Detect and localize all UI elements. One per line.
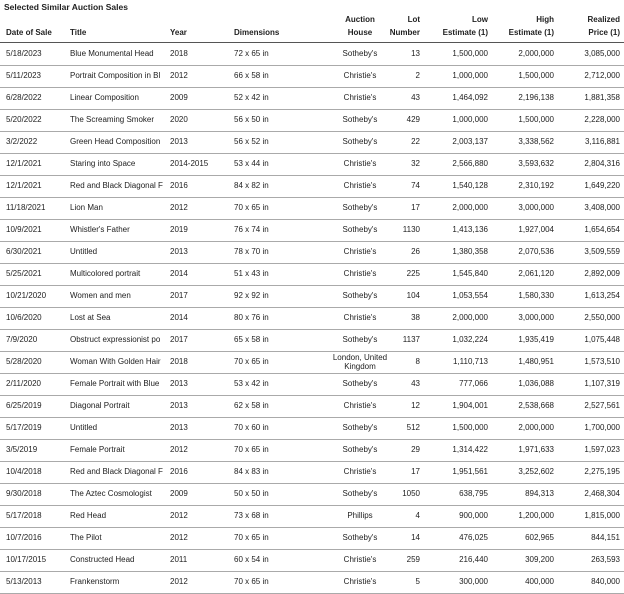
table-row xyxy=(0,417,624,440)
cell-low-estimate: 900,000 xyxy=(459,511,488,520)
cell-auction-house: Sotheby's xyxy=(342,137,378,146)
cell-high-estimate: 1,500,000 xyxy=(518,115,554,124)
cell-realized-price: 2,527,561 xyxy=(584,401,620,410)
cell-year: 2014 xyxy=(170,313,188,322)
cell-high-estimate: 2,196,138 xyxy=(518,93,554,102)
cell-lot-number: 22 xyxy=(411,137,420,146)
cell-lot-number: 1130 xyxy=(402,225,420,234)
table-row xyxy=(0,131,624,154)
table-row xyxy=(0,197,624,220)
cell-auction-house: Sotheby's xyxy=(342,225,378,234)
cell-year: 2013 xyxy=(170,137,188,146)
cell-dimensions: 76 x 74 in xyxy=(234,225,269,234)
cell-high-estimate: 2,310,192 xyxy=(518,181,554,190)
cell-year: 2012 xyxy=(170,511,188,520)
cell-high-estimate: 2,538,668 xyxy=(518,401,554,410)
cell-realized-price: 2,550,000 xyxy=(584,313,620,322)
cell-auction-house: Sotheby's xyxy=(342,115,378,124)
table-row xyxy=(0,395,624,418)
cell-realized-price: 2,892,009 xyxy=(584,269,620,278)
cell-year: 2013 xyxy=(170,247,188,256)
cell-high-estimate: 1,036,088 xyxy=(518,379,554,388)
cell-dimensions: 65 x 58 in xyxy=(234,335,269,344)
cell-realized-price: 3,408,000 xyxy=(584,203,620,212)
cell-auction-house: Sotheby's xyxy=(342,533,378,542)
cell-date-of-sale: 3/2/2022 xyxy=(6,137,38,146)
cell-date-of-sale: 12/1/2021 xyxy=(6,181,42,190)
cell-title: Constructed Head xyxy=(70,555,135,564)
cell-lot-number: 43 xyxy=(411,379,420,388)
cell-low-estimate: 2,003,137 xyxy=(452,137,488,146)
cell-low-estimate: 1,413,136 xyxy=(452,225,488,234)
cell-auction-house: Sotheby's xyxy=(342,489,378,498)
cell-dimensions: 70 x 65 in xyxy=(234,203,269,212)
cell-date-of-sale: 5/17/2018 xyxy=(6,511,42,520)
cell-low-estimate: 1,000,000 xyxy=(452,71,488,80)
cell-realized-price: 3,116,881 xyxy=(585,137,620,146)
cell-high-estimate: 3,593,632 xyxy=(518,159,554,168)
cell-high-estimate: 3,338,562 xyxy=(518,137,554,146)
cell-title: Linear Composition xyxy=(70,93,139,102)
cell-realized-price: 2,275,195 xyxy=(584,467,620,476)
cell-dimensions: 52 x 42 in xyxy=(234,93,269,102)
cell-realized-price: 1,881,358 xyxy=(584,93,620,102)
cell-date-of-sale: 10/21/2020 xyxy=(6,291,47,300)
cell-auction-house: Sotheby's xyxy=(342,49,378,58)
cell-high-estimate: 3,000,000 xyxy=(518,203,554,212)
cell-dimensions: 70 x 65 in xyxy=(234,357,269,366)
cell-low-estimate: 1,053,554 xyxy=(452,291,488,300)
cell-year: 2013 xyxy=(170,401,188,410)
cell-auction-house: Christie's xyxy=(343,93,377,102)
cell-year: 2011 xyxy=(170,555,188,564)
cell-realized-price: 1,649,220 xyxy=(584,181,620,190)
cell-high-estimate: 400,000 xyxy=(525,577,554,586)
cell-low-estimate: 638,795 xyxy=(459,489,488,498)
header-dimensions: Dimensions xyxy=(234,28,280,37)
cell-auction-house: Christie's xyxy=(343,247,377,256)
cell-realized-price: 1,573,510 xyxy=(584,357,620,366)
cell-high-estimate: 1,971,633 xyxy=(518,445,554,454)
table-row xyxy=(0,439,624,462)
cell-dimensions: 84 x 82 in xyxy=(234,181,269,190)
cell-low-estimate: 1,545,840 xyxy=(452,269,488,278)
cell-lot-number: 43 xyxy=(411,93,420,102)
cell-date-of-sale: 5/25/2021 xyxy=(6,269,42,278)
cell-auction-house: Christie's xyxy=(343,555,377,564)
cell-lot-number: 4 xyxy=(415,511,420,520)
cell-low-estimate: 1,540,128 xyxy=(452,181,488,190)
cell-dimensions: 92 x 92 in xyxy=(234,291,269,300)
cell-title: Blue Monumental Head xyxy=(70,49,154,58)
cell-high-estimate: 1,500,000 xyxy=(518,71,554,80)
cell-lot-number: 38 xyxy=(411,313,420,322)
cell-low-estimate: 1,032,224 xyxy=(452,335,488,344)
cell-date-of-sale: 9/30/2018 xyxy=(6,489,42,498)
cell-high-estimate: 894,313 xyxy=(525,489,554,498)
table-row xyxy=(0,65,624,88)
cell-date-of-sale: 5/28/2020 xyxy=(6,357,42,366)
cell-auction-house: Christie's xyxy=(343,71,377,80)
cell-title: Multicolored portrait xyxy=(70,269,141,278)
cell-title: The Screaming Smoker xyxy=(70,115,155,124)
header-high-estimate: High Estimate (1) xyxy=(508,15,554,37)
cell-dimensions: 70 x 65 in xyxy=(234,533,269,542)
cell-realized-price: 2,804,316 xyxy=(584,159,620,168)
cell-year: 2012 xyxy=(170,533,188,542)
cell-date-of-sale: 7/9/2020 xyxy=(6,335,38,344)
cell-auction-house: Christie's xyxy=(343,181,377,190)
cell-realized-price: 1,597,023 xyxy=(584,445,620,454)
cell-auction-house: Sotheby's xyxy=(342,423,378,432)
table-row xyxy=(0,329,624,352)
cell-lot-number: 259 xyxy=(406,555,420,564)
cell-high-estimate: 1,927,004 xyxy=(518,225,554,234)
cell-year: 2019 xyxy=(170,225,188,234)
cell-date-of-sale: 10/4/2018 xyxy=(6,467,42,476)
header-lot-number: Lot Number xyxy=(389,15,420,37)
cell-high-estimate: 1,480,951 xyxy=(518,357,554,366)
header-auction-house: Auction House xyxy=(345,15,375,37)
cell-realized-price: 1,613,254 xyxy=(584,291,620,300)
cell-year: 2014-2015 xyxy=(170,159,209,168)
cell-high-estimate: 1,580,330 xyxy=(518,291,554,300)
cell-dimensions: 53 x 42 in xyxy=(234,379,269,388)
cell-low-estimate: 1,464,092 xyxy=(452,93,488,102)
cell-low-estimate: 1,000,000 xyxy=(452,115,488,124)
cell-lot-number: 225 xyxy=(406,269,420,278)
table-row xyxy=(0,571,624,594)
cell-realized-price: 2,228,000 xyxy=(584,115,620,124)
cell-year: 2017 xyxy=(170,335,188,344)
cell-title: The Pilot xyxy=(70,533,102,542)
table-row xyxy=(0,527,624,550)
cell-date-of-sale: 6/28/2022 xyxy=(6,93,42,102)
cell-auction-house: London, United Kingdom xyxy=(332,353,388,371)
cell-year: 2020 xyxy=(170,115,188,124)
cell-dimensions: 70 x 65 in xyxy=(234,445,269,454)
cell-realized-price: 3,509,559 xyxy=(584,247,620,256)
cell-date-of-sale: 5/11/2023 xyxy=(6,71,41,80)
table-header xyxy=(0,14,624,43)
cell-high-estimate: 3,252,602 xyxy=(518,467,554,476)
cell-auction-house: Sotheby's xyxy=(342,445,378,454)
cell-date-of-sale: 6/25/2019 xyxy=(6,401,42,410)
cell-dimensions: 84 x 83 in xyxy=(234,467,269,476)
cell-date-of-sale: 6/30/2021 xyxy=(6,247,42,256)
cell-title: Untitled xyxy=(70,423,98,432)
cell-auction-house: Christie's xyxy=(343,159,377,168)
cell-date-of-sale: 5/17/2019 xyxy=(6,423,42,432)
cell-title: Red and Black Diagonal F xyxy=(70,467,163,476)
header-low-estimate: Low Estimate (1) xyxy=(442,15,488,37)
cell-realized-price: 2,712,000 xyxy=(584,71,620,80)
cell-lot-number: 8 xyxy=(415,357,420,366)
cell-dimensions: 78 x 70 in xyxy=(234,247,269,256)
table-row xyxy=(0,109,624,132)
cell-lot-number: 429 xyxy=(406,115,420,124)
cell-auction-house: Christie's xyxy=(343,401,377,410)
cell-date-of-sale: 2/11/2020 xyxy=(6,379,41,388)
cell-lot-number: 74 xyxy=(411,181,420,190)
cell-lot-number: 29 xyxy=(411,445,420,454)
table-title: Selected Similar Auction Sales xyxy=(4,2,128,12)
cell-lot-number: 17 xyxy=(411,467,420,476)
cell-title: Frankenstorm xyxy=(70,577,120,586)
cell-title: Untitled xyxy=(70,247,98,256)
table-row xyxy=(0,175,624,198)
cell-dimensions: 53 x 44 in xyxy=(234,159,269,168)
cell-realized-price: 1,700,000 xyxy=(584,423,620,432)
cell-dimensions: 51 x 43 in xyxy=(234,269,269,278)
cell-title: The Aztec Cosmologist xyxy=(70,489,152,498)
cell-auction-house: Sotheby's xyxy=(342,291,378,300)
cell-lot-number: 1050 xyxy=(402,489,420,498)
cell-title: Female Portrait xyxy=(70,445,125,454)
cell-year: 2016 xyxy=(170,467,188,476)
cell-low-estimate: 2,566,880 xyxy=(452,159,488,168)
cell-low-estimate: 2,000,000 xyxy=(452,313,488,322)
cell-dimensions: 62 x 58 in xyxy=(234,401,269,410)
cell-lot-number: 104 xyxy=(406,291,420,300)
cell-date-of-sale: 10/7/2016 xyxy=(6,533,42,542)
cell-year: 2009 xyxy=(170,489,188,498)
cell-auction-house: Phillips xyxy=(347,511,373,520)
cell-low-estimate: 1,904,001 xyxy=(452,401,488,410)
cell-lot-number: 1137 xyxy=(402,335,420,344)
cell-date-of-sale: 10/6/2020 xyxy=(6,313,42,322)
cell-date-of-sale: 5/18/2023 xyxy=(6,49,42,58)
cell-date-of-sale: 10/9/2021 xyxy=(6,225,42,234)
cell-title: Woman With Golden Hair xyxy=(70,357,161,366)
table-row xyxy=(0,241,624,264)
cell-auction-house: Sotheby's xyxy=(342,335,378,344)
table-row xyxy=(0,285,624,308)
table-row xyxy=(0,549,624,572)
cell-low-estimate: 1,314,422 xyxy=(452,445,488,454)
cell-high-estimate: 3,000,000 xyxy=(518,313,554,322)
cell-low-estimate: 300,000 xyxy=(459,577,488,586)
cell-title: Diagonal Portrait xyxy=(70,401,130,410)
cell-high-estimate: 1,935,419 xyxy=(518,335,554,344)
cell-year: 2017 xyxy=(170,291,188,300)
cell-high-estimate: 2,061,120 xyxy=(518,269,554,278)
table-row xyxy=(0,351,624,374)
table-row xyxy=(0,219,624,242)
cell-low-estimate: 1,500,000 xyxy=(452,49,488,58)
cell-high-estimate: 2,000,000 xyxy=(518,49,554,58)
cell-low-estimate: 1,500,000 xyxy=(452,423,488,432)
cell-year: 2012 xyxy=(170,71,188,80)
cell-lot-number: 2 xyxy=(415,71,420,80)
header-year: Year xyxy=(170,28,187,37)
cell-date-of-sale: 10/17/2015 xyxy=(6,555,47,564)
cell-low-estimate: 216,440 xyxy=(459,555,488,564)
cell-lot-number: 32 xyxy=(411,159,420,168)
cell-year: 2012 xyxy=(170,445,188,454)
cell-dimensions: 50 x 50 in xyxy=(234,489,269,498)
cell-high-estimate: 309,200 xyxy=(525,555,554,564)
cell-dimensions: 70 x 60 in xyxy=(234,423,269,432)
cell-date-of-sale: 12/1/2021 xyxy=(6,159,42,168)
cell-year: 2018 xyxy=(170,49,188,58)
header-date-of-sale: Date of Sale xyxy=(6,28,52,37)
cell-title: Lost at Sea xyxy=(70,313,111,322)
table-row xyxy=(0,307,624,330)
cell-dimensions: 73 x 68 in xyxy=(234,511,269,520)
cell-high-estimate: 2,070,536 xyxy=(518,247,554,256)
cell-realized-price: 2,468,304 xyxy=(584,489,620,498)
cell-realized-price: 1,654,654 xyxy=(584,225,620,234)
cell-year: 2009 xyxy=(170,93,188,102)
cell-realized-price: 840,000 xyxy=(591,577,620,586)
cell-title: Red and Black Diagonal F xyxy=(70,181,163,190)
cell-year: 2016 xyxy=(170,181,188,190)
cell-title: Lion Man xyxy=(70,203,103,212)
table-row xyxy=(0,505,624,528)
cell-low-estimate: 777,066 xyxy=(459,379,488,388)
cell-realized-price: 1,107,319 xyxy=(584,379,620,388)
cell-title: Whistler's Father xyxy=(70,225,130,234)
cell-lot-number: 26 xyxy=(411,247,420,256)
cell-high-estimate: 1,200,000 xyxy=(518,511,554,520)
table-row xyxy=(0,483,624,506)
cell-lot-number: 17 xyxy=(411,203,420,212)
header-title: Title xyxy=(70,28,87,37)
cell-auction-house: Christie's xyxy=(343,467,377,476)
cell-lot-number: 5 xyxy=(415,577,420,586)
cell-title: Red Head xyxy=(70,511,107,520)
cell-year: 2012 xyxy=(170,577,188,586)
cell-realized-price: 263,593 xyxy=(591,555,620,564)
cell-lot-number: 13 xyxy=(411,49,420,58)
cell-year: 2012 xyxy=(170,203,188,212)
cell-year: 2018 xyxy=(170,357,188,366)
cell-realized-price: 3,085,000 xyxy=(584,49,620,58)
cell-dimensions: 70 x 65 in xyxy=(234,577,269,586)
table-row xyxy=(0,461,624,484)
cell-high-estimate: 602,965 xyxy=(525,533,554,542)
cell-lot-number: 512 xyxy=(406,423,420,432)
cell-auction-house: Christie's xyxy=(343,269,377,278)
cell-title: Obstruct expressionist po xyxy=(70,335,161,344)
cell-low-estimate: 1,110,713 xyxy=(453,357,488,366)
cell-high-estimate: 2,000,000 xyxy=(518,423,554,432)
cell-dimensions: 66 x 58 in xyxy=(234,71,269,80)
cell-realized-price: 844,151 xyxy=(591,533,620,542)
cell-title: Women and men xyxy=(70,291,131,300)
cell-low-estimate: 1,951,561 xyxy=(452,467,488,476)
cell-year: 2014 xyxy=(170,269,188,278)
cell-date-of-sale: 11/18/2021 xyxy=(6,203,46,212)
cell-low-estimate: 1,380,358 xyxy=(452,247,488,256)
cell-year: 2013 xyxy=(170,423,188,432)
cell-date-of-sale: 5/20/2022 xyxy=(6,115,42,124)
header-realized-price: Realized Price (1) xyxy=(587,15,620,37)
cell-lot-number: 14 xyxy=(411,533,420,542)
cell-date-of-sale: 3/5/2019 xyxy=(6,445,38,454)
cell-title: Female Portrait with Blue xyxy=(70,379,160,388)
cell-dimensions: 80 x 76 in xyxy=(234,313,269,322)
cell-low-estimate: 2,000,000 xyxy=(452,203,488,212)
cell-year: 2013 xyxy=(170,379,188,388)
cell-title: Staring into Space xyxy=(70,159,136,168)
table-row xyxy=(0,263,624,286)
cell-dimensions: 56 x 50 in xyxy=(234,115,269,124)
cell-realized-price: 1,075,448 xyxy=(584,335,620,344)
table-row xyxy=(0,43,624,66)
cell-lot-number: 12 xyxy=(411,401,420,410)
cell-auction-house: Christie's xyxy=(343,577,377,586)
cell-auction-house: Sotheby's xyxy=(342,379,378,388)
cell-title: Portrait Composition in Bl xyxy=(70,71,161,80)
cell-dimensions: 72 x 65 in xyxy=(234,49,269,58)
table-row xyxy=(0,373,624,396)
table-row xyxy=(0,87,624,110)
table-row xyxy=(0,153,624,176)
cell-title: Green Head Composition xyxy=(70,137,161,146)
cell-auction-house: Sotheby's xyxy=(342,203,378,212)
cell-dimensions: 56 x 52 in xyxy=(234,137,269,146)
cell-low-estimate: 476,025 xyxy=(459,533,488,542)
cell-date-of-sale: 5/13/2013 xyxy=(6,577,42,586)
cell-realized-price: 1,815,000 xyxy=(584,511,620,520)
cell-auction-house: Christie's xyxy=(343,313,377,322)
cell-dimensions: 60 x 54 in xyxy=(234,555,269,564)
